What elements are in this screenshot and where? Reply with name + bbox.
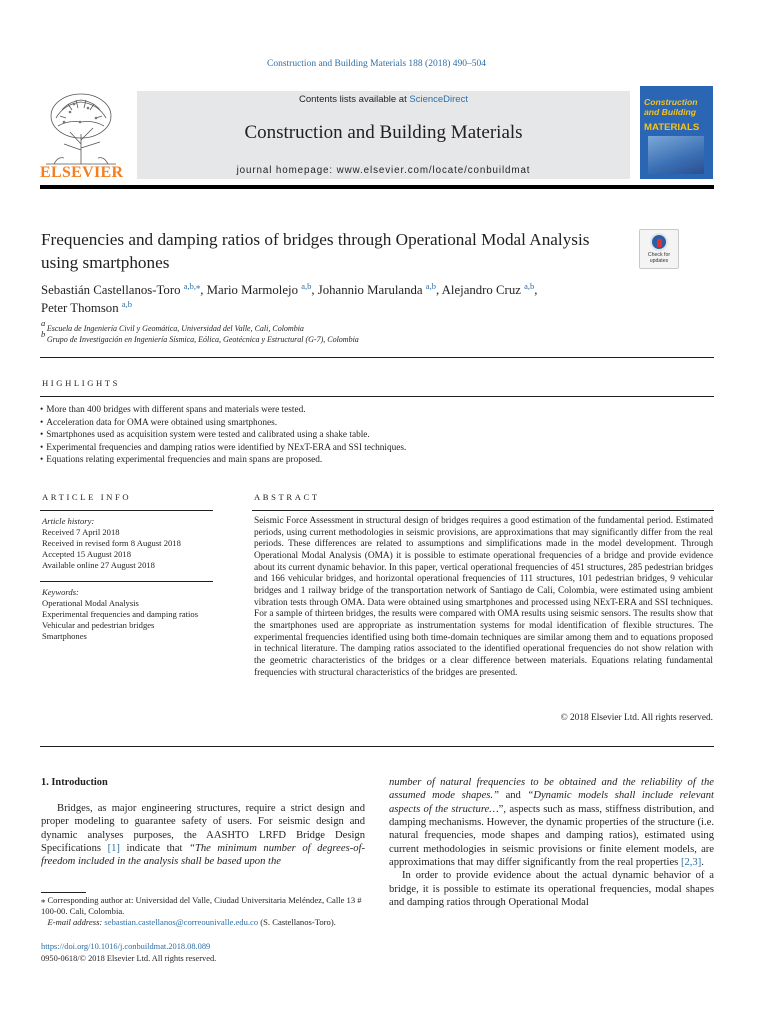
body-paragraph: In order to provide evidence about the actual dynamic behavior of a bridge, it is possible to estimate its operational frequencies, modal shapes and damping ratios through Operational Modal — [389, 870, 714, 909]
author-list: Sebastián Castellanos-Toro $^{a,b,⁎}$, Mario Marmolejo $^{a,b}$, Johannio Marulanda $^{a,b}$, Alejandro Cruz $^{a,b}$, Peter Thomson $^{a,b}$ — [41, 281, 538, 315]
issn-line: 0950-0618/© 2018 Elsevier Ltd. All rights reserved. — [41, 953, 217, 963]
check-updates-label-2: updates — [649, 258, 669, 264]
footnote-rule — [41, 892, 86, 893]
body-text: indicate that — [119, 843, 190, 855]
history-label: Article history: — [42, 516, 95, 526]
divider — [40, 396, 714, 397]
citation-ref[interactable]: [1] — [107, 843, 120, 855]
author-affiliation[interactable]: a,b — [425, 281, 436, 291]
contents-prefix: Contents lists available at — [299, 94, 410, 105]
article-info-heading: ARTICLE INFO — [42, 492, 132, 502]
affiliation-text: Grupo de Investigación en Ingeniería Sísmica, Eólica, Geotécnica y Estructural (G-7), Colombia — [46, 335, 359, 344]
body-right-column — [389, 776, 714, 909]
check-for-updates-button[interactable] — [639, 229, 679, 269]
contents-availability — [137, 94, 630, 105]
history-entry: Received 7 April 2018 — [42, 527, 120, 537]
homepage-url[interactable]: www.elsevier.com/locate/conbuildmat — [336, 165, 531, 176]
affiliation-b — [41, 329, 359, 344]
history-entry: Accepted 15 August 2018 — [42, 549, 132, 559]
highlight-item: • Equations relating experimental frequencies and main spans are proposed. — [40, 454, 720, 467]
footnote-marker: ⁎ — [41, 895, 46, 905]
author-name[interactable]: Peter Thomson — [41, 301, 119, 315]
check-updates-icon — [650, 233, 668, 251]
section-heading: 1. Introduction — [41, 777, 108, 788]
highlight-item: • Smartphones used as acquisition system were tested and calibrated using a shake table. — [40, 429, 720, 442]
keyword-item: Experimental frequencies and damping ratios — [42, 609, 199, 619]
affiliation-a — [41, 318, 304, 333]
author-name[interactable]: Sebastián Castellanos-Toro — [41, 283, 181, 297]
email-label: E-mail address: — [47, 917, 105, 927]
divider — [40, 581, 213, 582]
author-affiliation[interactable]: a,b — [301, 281, 312, 291]
highlights-list — [40, 404, 720, 467]
body-text: and — [498, 790, 528, 802]
header-rule — [40, 185, 714, 189]
elsevier-wordmark: ELSEVIER — [40, 164, 124, 181]
check-updates-label-1: Check for — [647, 252, 671, 258]
email-owner: (S. Castellanos-Toro). — [258, 917, 336, 927]
footnote-text: Corresponding author at: Universidad del Valle, Ciudad Universitaria Meléndez, Calle 13 # 100-00. Cali, Colombia. — [41, 895, 362, 916]
highlight-item: • Experimental frequencies and damping ratios were identified by NExT-ERA and SSI techniques. — [40, 442, 720, 455]
abstract-copyright: © 2018 Elsevier Ltd. All rights reserved. — [560, 713, 713, 723]
author-name[interactable]: Mario Marmolejo — [206, 283, 298, 297]
affiliation-text: Escuela de Ingeniería Civil y Geomática, Universidad del Valle, Cali, Colombia — [46, 324, 304, 333]
affiliation-label: b — [41, 329, 46, 339]
journal-homepage — [137, 165, 630, 176]
body-text: ”, aspects such as mass, stiffness distribution, and damping mechanisms. However, the dynamic properties of the structure (i.e. natural frequencies, mode shapes and damping ratios), estimated using current methodologies in seismic provisions or finite element models, are approximations that may differ significantly from the real properties — [389, 803, 714, 869]
keyword-item: Operational Modal Analysis — [42, 598, 139, 608]
footnote — [41, 895, 366, 928]
article-history — [42, 516, 222, 571]
abstract-heading: ABSTRACT — [254, 492, 320, 502]
journal-cover[interactable] — [640, 86, 713, 179]
highlight-item: • More than 400 bridges with different spans and materials were tested. — [40, 404, 720, 417]
author-name[interactable]: Johannio Marulanda — [317, 283, 423, 297]
keywords-label: Keywords: — [42, 587, 79, 597]
quote-text: “Dynamic models shall include relevant aspects of the structure… — [389, 790, 714, 815]
author-affiliation[interactable]: a,b — [121, 299, 132, 309]
cover-title: Construction and Building — [644, 97, 698, 117]
quote-text: number of natural frequencies to be obtained and the reliability of the assumed mode shapes.” — [389, 777, 714, 802]
citation-ref[interactable]: [2,3] — [680, 857, 702, 869]
author-name[interactable]: Alejandro Cruz — [441, 283, 521, 297]
journal-title: Construction and Building Materials — [244, 122, 523, 143]
highlight-item: • Acceleration data for OMA were obtained using smartphones. — [40, 417, 720, 430]
article-title: Frequencies and damping ratios of bridges through Operational Modal Analysis using smartphones — [41, 230, 590, 272]
history-entry: Received in revised form 8 August 2018 — [42, 538, 181, 548]
doi-block — [41, 941, 216, 964]
citation-line[interactable]: Construction and Building Materials 188 (2018) 490–504 — [266, 59, 486, 69]
body-text: Bridges, as major engineering structures, require a strict design and proper modeling to guarantee safety of users. For seismic design and dynamic analyses purposes, the AASHTO LRFD Bridge Design Specifications — [41, 803, 365, 855]
author-affiliation[interactable]: a,b,⁎ — [183, 281, 201, 291]
author-affiliation[interactable]: a,b — [524, 281, 535, 291]
email-link[interactable]: sebastian.castellanos@correounivalle.edu.co — [104, 917, 259, 927]
divider — [40, 510, 213, 511]
divider — [40, 357, 714, 358]
quote-text: “The minimum number of degrees-of-freedom included in the analysis shall be based upon the — [41, 843, 365, 868]
sciencedirect-link[interactable]: ScienceDirect — [409, 94, 468, 105]
divider — [252, 510, 714, 511]
keyword-item: Smartphones — [42, 631, 87, 641]
doi-link[interactable]: https://doi.org/10.1016/j.conbuildmat.2018.08.089 — [41, 942, 211, 951]
divider — [40, 746, 714, 747]
keywords-block — [42, 587, 217, 642]
history-entry: Available online 27 August 2018 — [42, 560, 155, 570]
cover-subtitle: MATERIALS — [644, 122, 700, 133]
cover-image — [648, 136, 704, 174]
affiliation-label: a — [41, 318, 46, 328]
highlights-heading: HIGHLIGHTS — [42, 378, 121, 388]
keyword-item: Vehicular and pedestrian bridges — [42, 620, 155, 630]
abstract-text: Seismic Force Assessment in structural design of bridges requires a good estimation of the fundamental period. Estimated periods, using current methodologies in seismic provisions, are approximations that may significantly differ from the real periods. These differences are related to assumptions and simplifications made in the model development. Through Operational Modal Analysis (OMA) it is possible to estimate operational frequencies of a bridge and provide evidence about its current dynamic behavior. In this paper, vertical operational frequencies of 451 structures, 285 pedestrian bridges and 166 vehicular bridges, and horizontal operational frequencies of 111 structures, 101 pedestrian bridges, 9 vehicular bridges and 1 railway bridge of the transportation network of Santiago de Cali, Colombia, were estimated using ambient vibration tests through OMA. Data were obtained using smartphones and processed using NExT-ERA and SSI techniques. For a sample of thirteen bridges, the results were compared with OMA results using seismic sensors. The results show that the smartphones used are appropriate as instrumentation systems for modal identification of flexible structures. The experimental frequencies identified using both time-domain techniques are similar among them and to equations proposed in technical literature. The damping ratios associated to the identified operational frequencies do not show relation with the geometric characteristics of the bridges or a clear difference between materials. Equations relating fundamental frequencies with structural characteristics of the bridges are presented. — [254, 516, 713, 678]
body-text: . — [701, 857, 704, 869]
homepage-prefix: journal homepage: — [236, 165, 337, 176]
body-left-column — [41, 802, 365, 869]
